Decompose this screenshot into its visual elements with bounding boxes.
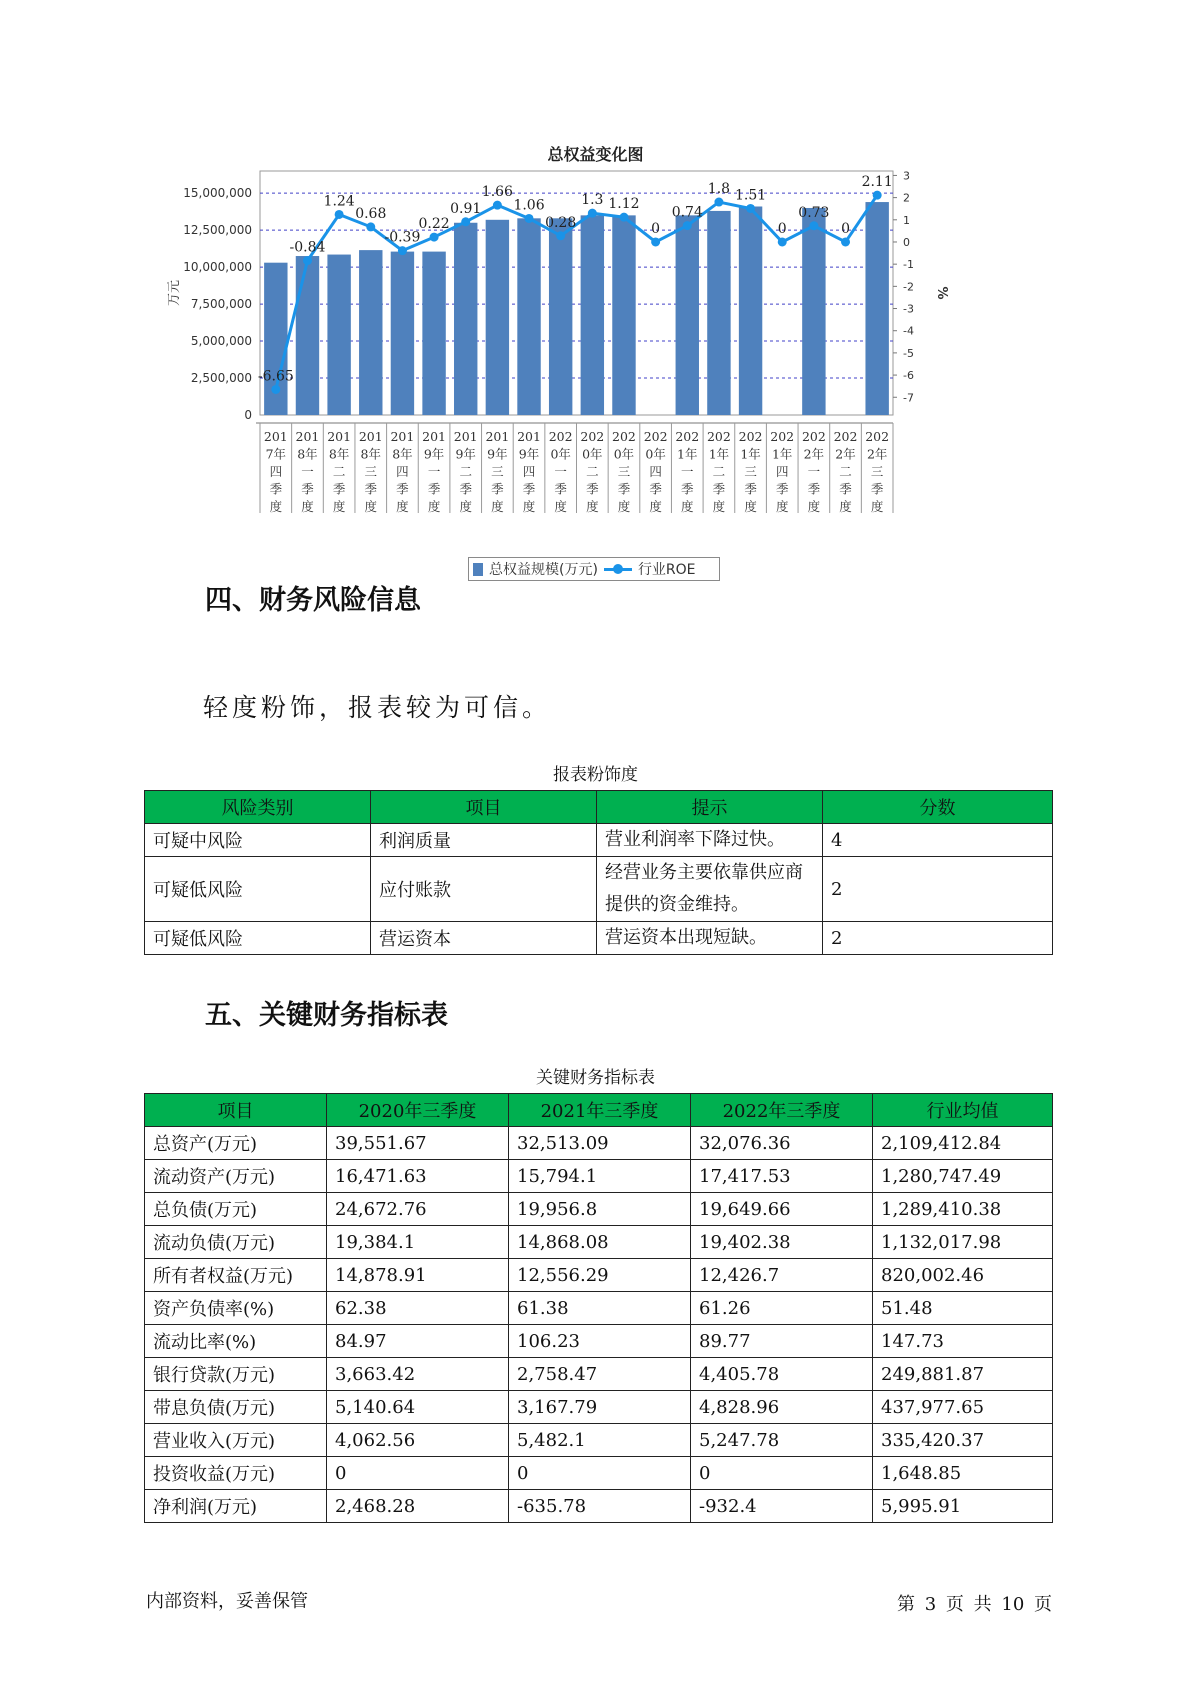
roe-data-label: 0.22 xyxy=(418,216,450,233)
kpi-value: 106.23 xyxy=(509,1325,691,1358)
x-tick-label: 季 xyxy=(649,481,662,497)
kpi-value: 5,482.1 xyxy=(509,1424,691,1457)
roe-point xyxy=(746,204,755,213)
roe-data-label: -0.39 xyxy=(384,229,421,246)
kpi-value: 14,868.08 xyxy=(509,1226,691,1259)
header-cell: 2022年三季度 xyxy=(691,1094,873,1127)
x-tick-label: 三 xyxy=(364,464,378,479)
header-cell: 2020年三季度 xyxy=(327,1094,509,1127)
kpi-item: 总负债(万元) xyxy=(145,1193,327,1226)
risk-category: 可疑中风险 xyxy=(145,824,371,857)
header-cell: 风险类别 xyxy=(145,791,371,824)
roe-data-label: -6.65 xyxy=(257,368,294,385)
x-tick-label: 四 xyxy=(396,464,409,479)
x-tick-label: 9年 xyxy=(423,446,445,462)
header-cell: 2021年三季度 xyxy=(509,1094,691,1127)
kpi-value: 24,672.76 xyxy=(327,1193,509,1226)
x-tick-label: 202 xyxy=(643,429,668,444)
kpi-value: 1,132,017.98 xyxy=(873,1226,1053,1259)
x-tick-label: 2年 xyxy=(866,446,888,462)
risk-table-caption: 报表粉饰度 xyxy=(553,765,638,785)
risk-tip: 营运资本出现短缺。 xyxy=(597,922,823,955)
kpi-item: 所有者权益(万元) xyxy=(145,1259,327,1292)
y-right-tick-label: -7 xyxy=(903,391,914,405)
risk-tip: 经营业务主要依靠供应商提供的资金维持。 xyxy=(597,857,823,922)
roe-data-label: 0.28 xyxy=(545,214,577,231)
table-row xyxy=(145,1490,1053,1523)
table-row xyxy=(145,1259,1053,1292)
x-tick-label: 三 xyxy=(870,464,884,479)
roe-data-label: 0.68 xyxy=(355,205,387,222)
kpi-value: 17,417.53 xyxy=(691,1160,873,1193)
x-tick-label: 季 xyxy=(491,481,504,497)
kpi-value: 61.38 xyxy=(509,1292,691,1325)
bar-legend-swatch xyxy=(473,563,483,576)
kpi-item: 带息负债(万元) xyxy=(145,1391,327,1424)
kpi-item: 流动负债(万元) xyxy=(145,1226,327,1259)
equity-bar xyxy=(327,255,350,415)
roe-point xyxy=(493,201,502,210)
roe-point xyxy=(809,221,818,230)
risk-tip: 营业利润率下降过快。 xyxy=(597,824,823,857)
x-tick-label: 度 xyxy=(649,499,662,514)
y-right-axis-label: % xyxy=(934,286,949,300)
kpi-value: 5,995.91 xyxy=(873,1490,1053,1523)
x-tick-label: 8年 xyxy=(392,446,413,462)
x-tick-label: 9年 xyxy=(518,446,540,462)
roe-point xyxy=(556,231,565,240)
roe-point xyxy=(714,198,723,207)
kpi-value: 2,468.28 xyxy=(327,1490,509,1523)
table-row xyxy=(145,857,1053,922)
roe-data-label: 0 xyxy=(841,220,850,237)
equity-bar xyxy=(422,252,445,415)
equity-bar xyxy=(517,218,540,415)
y-left-axis-label: 万元 xyxy=(167,279,182,307)
x-tick-label: 四 xyxy=(649,464,662,479)
x-tick-label: 四 xyxy=(269,464,283,479)
table-row xyxy=(145,1325,1053,1358)
kpi-value: 19,956.8 xyxy=(509,1193,691,1226)
roe-data-label: 1.12 xyxy=(608,196,640,213)
x-tick-label: 二 xyxy=(586,464,599,479)
x-tick-label: 度 xyxy=(744,499,757,514)
x-tick-label: 度 xyxy=(396,499,409,514)
kpi-value: 1,648.85 xyxy=(873,1457,1053,1490)
y-right-tick-label: -1 xyxy=(903,258,914,272)
kpi-value: 147.73 xyxy=(873,1325,1053,1358)
roe-point xyxy=(588,209,597,218)
line-legend-label: 行业ROE xyxy=(637,562,696,578)
kpi-value: 5,247.78 xyxy=(691,1424,873,1457)
header-cell: 项目 xyxy=(145,1094,327,1127)
x-tick-label: 度 xyxy=(839,499,852,514)
kpi-value: 19,402.38 xyxy=(691,1226,873,1259)
kpi-value: 19,649.66 xyxy=(691,1193,873,1226)
x-tick-label: 201 xyxy=(453,429,478,444)
kpi-value: 84.97 xyxy=(327,1325,509,1358)
roe-point xyxy=(525,214,534,223)
kpi-value: 3,663.42 xyxy=(327,1358,509,1391)
x-tick-label: 201 xyxy=(358,429,383,444)
chart-title: 总权益变化图 xyxy=(547,145,644,164)
roe-point xyxy=(366,222,375,231)
bar-legend-label: 总权益规模(万元) xyxy=(489,562,598,578)
x-tick-label: 季 xyxy=(744,481,757,497)
kpi-value: 0 xyxy=(691,1457,873,1490)
kpi-value: 89.77 xyxy=(691,1325,873,1358)
table-row xyxy=(145,922,1053,955)
y-right-tick-label: 2 xyxy=(903,191,910,205)
roe-point xyxy=(430,233,439,242)
x-tick-label: 度 xyxy=(712,499,726,514)
x-tick-label: 二 xyxy=(712,464,726,479)
table-row xyxy=(145,1226,1053,1259)
equity-bar xyxy=(612,215,635,415)
equity-bar xyxy=(359,250,382,415)
x-tick-label: 度 xyxy=(617,499,631,514)
x-tick-label: 季 xyxy=(712,481,726,497)
kpi-value: 0 xyxy=(327,1457,509,1490)
kpi-item: 银行贷款(万元) xyxy=(145,1358,327,1391)
kpi-value: 2,758.47 xyxy=(509,1358,691,1391)
x-tick-label: 2年 xyxy=(803,446,825,462)
kpi-value: 62.38 xyxy=(327,1292,509,1325)
roe-point xyxy=(651,237,660,246)
x-tick-label: 度 xyxy=(554,499,567,514)
x-tick-label: 季 xyxy=(396,481,409,497)
x-tick-label: 1年 xyxy=(740,446,761,462)
x-tick-label: 度 xyxy=(807,499,821,514)
kpi-item: 营业收入(万元) xyxy=(145,1424,327,1457)
roe-data-label: 0.74 xyxy=(671,204,703,221)
kpi-table-body xyxy=(145,1127,1053,1523)
x-tick-label: 度 xyxy=(522,499,536,514)
x-tick-label: 季 xyxy=(554,481,567,497)
roe-data-label: 0 xyxy=(651,220,661,237)
header-cell: 行业均值 xyxy=(873,1094,1053,1127)
x-tick-label: 度 xyxy=(681,499,694,514)
kpi-value: 19,384.1 xyxy=(327,1226,509,1259)
x-tick-label: 一 xyxy=(681,464,694,479)
roe-data-label: 2.11 xyxy=(861,174,893,191)
kpi-value: 4,405.78 xyxy=(691,1358,873,1391)
kpi-value: 14,878.91 xyxy=(327,1259,509,1292)
risk-item: 利润质量 xyxy=(371,824,597,857)
kpi-value: 51.48 xyxy=(873,1292,1053,1325)
x-tick-label: 202 xyxy=(706,429,731,444)
header-cell: 分数 xyxy=(823,791,1053,824)
x-tick-label: 度 xyxy=(301,499,314,514)
x-tick-label: 四 xyxy=(522,464,536,479)
table-row xyxy=(145,1391,1053,1424)
x-tick-label: 季 xyxy=(301,481,314,497)
equity-bar xyxy=(707,211,730,415)
header-cell: 项目 xyxy=(371,791,597,824)
x-tick-label: 度 xyxy=(870,499,884,514)
section5-heading: 五、关键财务指标表 xyxy=(205,1000,448,1031)
equity-bar xyxy=(865,202,888,415)
y-right-tick-label: -5 xyxy=(903,346,914,360)
x-tick-label: 季 xyxy=(807,481,821,497)
x-tick-label: 季 xyxy=(522,481,536,497)
roe-point xyxy=(873,191,882,200)
roe-data-label: 1.66 xyxy=(481,184,513,201)
risk-table-header xyxy=(145,791,1053,824)
kpi-item: 投资收益(万元) xyxy=(145,1457,327,1490)
x-tick-label: 度 xyxy=(364,499,378,514)
x-tick-label: 201 xyxy=(263,429,288,444)
kpi-value: 39,551.67 xyxy=(327,1127,509,1160)
x-tick-label: 0年 xyxy=(550,446,571,462)
table-row xyxy=(145,1424,1053,1457)
y-right-tick-label: 0 xyxy=(903,235,910,249)
x-tick-label: 202 xyxy=(833,429,858,444)
roe-point xyxy=(841,237,850,246)
x-tick-label: 季 xyxy=(332,481,346,497)
roe-data-label: 1.24 xyxy=(323,193,355,210)
kpi-value: 1,280,747.49 xyxy=(873,1160,1053,1193)
y-left-tick-label: 7,500,000 xyxy=(190,297,252,312)
y-right-tick-label: 1 xyxy=(903,213,910,227)
kpi-value: 61.26 xyxy=(691,1292,873,1325)
x-tick-label: 三 xyxy=(491,464,504,479)
x-tick-label: 度 xyxy=(427,499,441,514)
roe-data-label: 1.51 xyxy=(734,187,767,204)
kpi-value: 0 xyxy=(509,1457,691,1490)
table-row xyxy=(145,1457,1053,1490)
kpi-value: 437,977.65 xyxy=(873,1391,1053,1424)
y-left-tick-label: 2,500,000 xyxy=(190,371,252,386)
table-row xyxy=(145,1193,1053,1226)
x-tick-label: 四 xyxy=(775,464,789,479)
roe-point xyxy=(398,246,407,255)
x-tick-label: 0年 xyxy=(645,446,666,462)
kpi-table xyxy=(144,1093,1053,1523)
x-tick-label: 一 xyxy=(301,464,314,479)
roe-point xyxy=(778,237,787,246)
x-tick-label: 季 xyxy=(459,481,472,497)
x-tick-label: 季 xyxy=(364,481,378,497)
table-row xyxy=(145,1160,1053,1193)
x-tick-label: 202 xyxy=(738,429,763,444)
x-tick-label: 201 xyxy=(295,429,320,444)
risk-category: 可疑低风险 xyxy=(145,857,371,922)
equity-bar xyxy=(802,208,825,415)
x-tick-label: 二 xyxy=(459,464,472,479)
y-right-tick-label: 3 xyxy=(903,169,910,183)
roe-data-label: 0.91 xyxy=(450,200,482,217)
equity-bar xyxy=(676,215,699,415)
roe-data-label: 0.73 xyxy=(798,204,830,221)
x-tick-label: 度 xyxy=(459,499,472,514)
equity-bar xyxy=(296,256,319,415)
y-left-tick-label: 12,500,000 xyxy=(183,223,252,238)
roe-data-label: 1.3 xyxy=(581,192,604,209)
x-tick-label: 2年 xyxy=(835,446,856,462)
footer-confidential: 内部资料，妥善保管 xyxy=(146,1591,308,1612)
x-tick-label: 1年 xyxy=(677,446,698,462)
roe-point xyxy=(303,256,312,265)
roe-data-label: -0.84 xyxy=(289,239,326,256)
y-right-tick-label: -3 xyxy=(903,302,914,316)
roe-data-label: 1.8 xyxy=(707,181,731,198)
x-tick-label: 一 xyxy=(554,464,567,479)
x-tick-label: 0年 xyxy=(613,446,635,462)
kpi-value: 12,426.7 xyxy=(691,1259,873,1292)
kpi-table-header xyxy=(145,1094,1053,1127)
x-tick-label: 季 xyxy=(427,481,441,497)
x-tick-label: 季 xyxy=(839,481,852,497)
x-tick-label: 8年 xyxy=(328,446,350,462)
kpi-value: 15,794.1 xyxy=(509,1160,691,1193)
x-tick-label: 202 xyxy=(865,429,890,444)
y-left-tick-label: 10,000,000 xyxy=(183,260,252,275)
x-tick-label: 202 xyxy=(548,429,573,444)
x-tick-label: 0年 xyxy=(582,446,603,462)
x-tick-label: 7年 xyxy=(265,446,287,462)
table-row xyxy=(145,824,1053,857)
risk-score: 2 xyxy=(823,922,1053,955)
x-tick-label: 二 xyxy=(839,464,852,479)
chart-legend xyxy=(468,557,720,581)
kpi-value: 2,109,412.84 xyxy=(873,1127,1053,1160)
y-right-tick-label: -6 xyxy=(903,369,914,383)
kpi-table-caption: 关键财务指标表 xyxy=(536,1068,655,1088)
kpi-value: -932.4 xyxy=(691,1490,873,1523)
table-row xyxy=(145,1292,1053,1325)
risk-score: 4 xyxy=(823,824,1053,857)
equity-chart xyxy=(160,165,1020,555)
equity-bar xyxy=(391,252,414,415)
kpi-value: 4,828.96 xyxy=(691,1391,873,1424)
kpi-item: 总资产(万元) xyxy=(145,1127,327,1160)
x-tick-label: 202 xyxy=(675,429,700,444)
equity-bar xyxy=(549,218,572,415)
x-tick-label: 度 xyxy=(332,499,346,514)
kpi-value: 4,062.56 xyxy=(327,1424,509,1457)
x-tick-label: 度 xyxy=(491,499,504,514)
y-left-tick-label: 5,000,000 xyxy=(190,334,252,349)
x-tick-label: 季 xyxy=(586,481,599,497)
x-tick-label: 202 xyxy=(770,429,795,444)
x-tick-label: 201 xyxy=(422,429,447,444)
risk-table xyxy=(144,790,1053,955)
roe-point xyxy=(271,385,280,394)
x-tick-label: 三 xyxy=(744,464,757,479)
kpi-value: 32,076.36 xyxy=(691,1127,873,1160)
kpi-value: 32,513.09 xyxy=(509,1127,691,1160)
x-tick-label: 季 xyxy=(681,481,694,497)
roe-data-label: 0 xyxy=(777,220,787,237)
x-tick-label: 9年 xyxy=(455,446,476,462)
footer-page-number: 第 3 页 共 10 页 xyxy=(897,1594,1052,1615)
x-tick-label: 201 xyxy=(517,429,541,444)
x-tick-label: 度 xyxy=(775,499,789,514)
x-tick-label: 三 xyxy=(617,464,631,479)
x-tick-label: 202 xyxy=(612,429,636,444)
roe-data-label: 1.06 xyxy=(513,197,545,214)
kpi-value: -635.78 xyxy=(509,1490,691,1523)
equity-bar xyxy=(454,223,477,415)
risk-summary: 轻度粉饰，报表较为可信。 xyxy=(203,693,552,722)
kpi-value: 335,420.37 xyxy=(873,1424,1053,1457)
roe-point xyxy=(619,213,628,222)
table-row xyxy=(145,1127,1053,1160)
roe-point xyxy=(683,221,692,230)
kpi-value: 249,881.87 xyxy=(873,1358,1053,1391)
x-tick-label: 201 xyxy=(327,429,352,444)
kpi-value: 12,556.29 xyxy=(509,1259,691,1292)
risk-category: 可疑低风险 xyxy=(145,922,371,955)
equity-bar xyxy=(739,206,762,415)
x-tick-label: 202 xyxy=(801,429,826,444)
kpi-value: 5,140.64 xyxy=(327,1391,509,1424)
table-row xyxy=(145,1358,1053,1391)
risk-score: 2 xyxy=(823,857,1053,922)
y-right-tick-label: -4 xyxy=(903,324,914,338)
equity-bar xyxy=(486,220,509,415)
x-tick-label: 一 xyxy=(807,464,821,479)
kpi-item: 流动比率(%) xyxy=(145,1325,327,1358)
x-tick-label: 1年 xyxy=(771,446,793,462)
y-left-tick-label: 0 xyxy=(244,408,252,422)
x-tick-label: 度 xyxy=(586,499,599,514)
x-tick-label: 度 xyxy=(269,499,283,514)
header-cell: 提示 xyxy=(597,791,823,824)
x-tick-label: 一 xyxy=(427,464,441,479)
x-tick-label: 1年 xyxy=(708,446,730,462)
kpi-value: 3,167.79 xyxy=(509,1391,691,1424)
kpi-value: 820,002.46 xyxy=(873,1259,1053,1292)
kpi-value: 16,471.63 xyxy=(327,1160,509,1193)
x-tick-label: 201 xyxy=(485,429,510,444)
equity-bar xyxy=(581,215,604,415)
x-tick-label: 202 xyxy=(580,429,605,444)
x-tick-label: 201 xyxy=(390,429,415,444)
y-right-tick-label: -2 xyxy=(903,280,914,294)
x-tick-label: 8年 xyxy=(360,446,382,462)
kpi-item: 流动资产(万元) xyxy=(145,1160,327,1193)
x-tick-label: 季 xyxy=(870,481,884,497)
risk-item: 营运资本 xyxy=(371,922,597,955)
kpi-value: 1,289,410.38 xyxy=(873,1193,1053,1226)
section4-heading: 四、财务风险信息 xyxy=(205,585,421,616)
line-legend-swatch xyxy=(604,563,632,575)
roe-point xyxy=(335,210,344,219)
x-tick-label: 8年 xyxy=(297,446,318,462)
x-tick-label: 季 xyxy=(775,481,789,497)
x-tick-label: 二 xyxy=(332,464,346,479)
y-left-tick-label: 15,000,000 xyxy=(183,186,252,201)
risk-item: 应付账款 xyxy=(371,857,597,922)
kpi-item: 资产负债率(%) xyxy=(145,1292,327,1325)
x-tick-label: 季 xyxy=(617,481,631,497)
x-tick-label: 9年 xyxy=(487,446,508,462)
x-tick-label: 季 xyxy=(269,481,283,497)
roe-point xyxy=(461,217,470,226)
kpi-item: 净利润(万元) xyxy=(145,1490,327,1523)
